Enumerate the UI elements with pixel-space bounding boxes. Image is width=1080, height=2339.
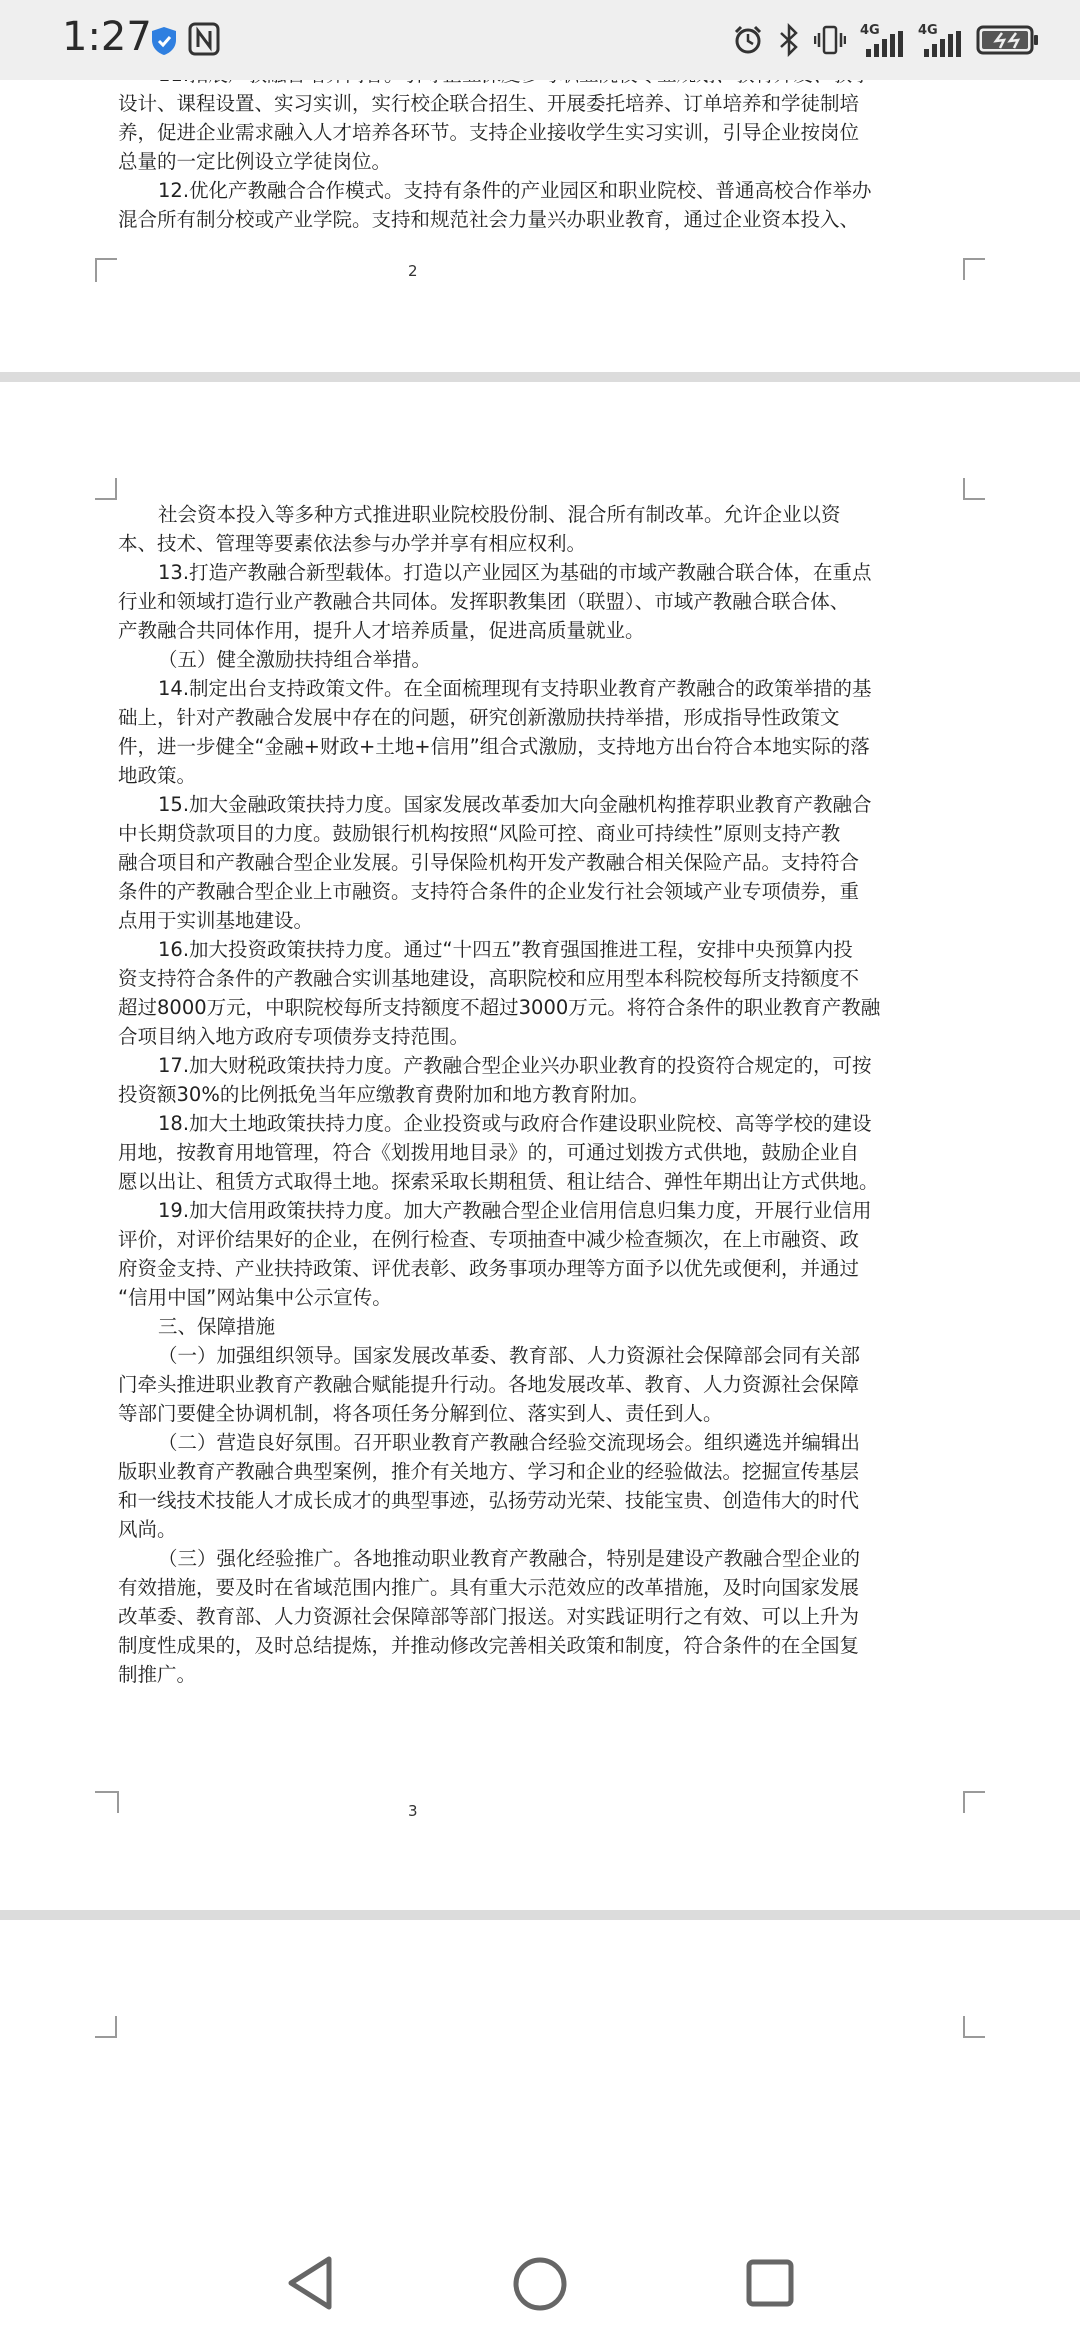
text-line: “信用中国”网站集中公示宣传。 [118, 1286, 392, 1309]
page-number: 2 [408, 262, 418, 280]
text-line: 制推广。 [118, 1663, 197, 1686]
text-line: 18.加大土地政策扶持力度。企业投资或与政府合作建设职业院校、高等学校的建设 [158, 1112, 872, 1135]
page-corner-mark [95, 478, 117, 500]
page-corner-mark [95, 2016, 117, 2038]
text-line: 改革委、教育部、人力资源社会保障部等部门报送。对实践证明行之有效、可以上升为 [118, 1605, 860, 1628]
text-line: （三）强化经验推广。各地推动职业教育产教融合，特别是建设产教融合型企业的 [158, 1547, 861, 1570]
text-line: 愿以出让、租赁方式取得土地。探索采取长期租赁、租让结合、弹性年期出让方式供地。 [118, 1170, 879, 1193]
text-line: 15.加大金融政策扶持力度。国家发展改革委加大向金融机构推荐职业教育产教融合 [158, 793, 872, 816]
text-line: 融合项目和产教融合型企业发展。引导保险机构开发产教融合相关保险产品。支持符合 [118, 851, 860, 874]
page-number: 3 [408, 1802, 418, 1820]
page-corner-mark [963, 478, 985, 500]
shield-icon [150, 26, 178, 56]
text-line: 设计、课程设置、实习实训，实行校企联合招生、开展委托培养、订单培养和学徒制培 [118, 92, 860, 115]
text-line: 件，进一步健全“金融+财政+土地+信用”组合式激励，支持地方出台符合本地实际的落 [118, 735, 870, 758]
text-line: 混合所有制分校或产业学院。支持和规范社会力量兴办职业教育，通过企业资本投入、 [118, 208, 860, 231]
page-corner-mark [963, 258, 985, 260]
text-line: 条件的产教融合型企业上市融资。支持符合条件的企业发行社会领域产业专项债券，重 [118, 880, 860, 903]
text-line: 点用于实训基地建设。 [118, 909, 314, 932]
text-line: 投资额30%的比例抵免当年应缴教育费附加和地方教育附加。 [118, 1083, 649, 1106]
text-line: 等部门要健全协调机制，将各项任务分解到位、落实到人、责任到人。 [118, 1402, 723, 1425]
text-line: 社会资本投入等多种方式推进职业院校股份制、混合所有制改革。允许企业以资 [158, 503, 841, 526]
text-line: 用地，按教育用地管理，符合《划拨用地目录》的，可通过划拨方式供地，鼓励企业自 [118, 1141, 860, 1164]
page-corner-mark [963, 2016, 985, 2038]
page-corner-mark [95, 1791, 117, 1793]
back-icon[interactable] [285, 2255, 335, 2311]
text-line: 13.打造产教融合新型载体。打造以产业园区为基础的市域产教融合联合体，在重点 [158, 561, 872, 584]
text-line: 和一线技术技能人才成长成才的典型事迹，弘扬劳动光荣、技能宝贵、创造伟大的时代 [118, 1489, 860, 1512]
text-line: 制度性成果的，及时总结提炼，并推动修改完善相关政策和制度，符合条件的在全国复 [118, 1634, 860, 1657]
text-line: 17.加大财税政策扶持力度。产教融合型企业兴办职业教育的投资符合规定的，可按 [158, 1054, 872, 1077]
text-line: 产教融合共同体作用，提升人才培养质量，促进高质量就业。 [118, 619, 645, 642]
page-corner-mark [117, 1791, 119, 1813]
vibrate-icon [814, 23, 846, 57]
status-time: 1:27 [62, 14, 152, 60]
recents-icon[interactable] [745, 2258, 795, 2308]
battery-icon [976, 24, 1040, 56]
navigation-bar [0, 2230, 1080, 2339]
section-heading: （五）健全激励扶持组合举措。 [158, 648, 432, 671]
status-bar [0, 0, 1080, 80]
text-line: 府资金支持、产业扶持政策、评优表彰、政务事项办理等方面予以优先或便利，并通过 [118, 1257, 860, 1280]
page-corner-mark [963, 258, 965, 280]
text-line: （一）加强组织领导。国家发展改革委、教育部、人力资源社会保障部会同有关部 [158, 1344, 861, 1367]
page-corner-mark [95, 258, 117, 260]
bluetooth-icon [778, 23, 800, 57]
page-separator [0, 372, 1080, 382]
text-line: 合项目纳入地方政府专项债券支持范围。 [118, 1025, 470, 1048]
text-line: 总量的一定比例设立学徒岗位。 [118, 150, 392, 173]
text-line: 资支持符合条件的产教融合实训基地建设，高职院校和应用型本科院校每所支持额度不 [118, 967, 860, 990]
home-icon[interactable] [512, 2256, 568, 2312]
network-type-1: 4G [860, 23, 880, 38]
page-separator [0, 1910, 1080, 1920]
text-line: 风尚。 [118, 1518, 177, 1541]
text-line: 超过8000万元，中职院校每所支持额度不超过3000万元。将符合条件的职业教育产教融 [118, 996, 881, 1019]
network-type-2: 4G [918, 23, 938, 38]
nfc-icon [188, 22, 220, 56]
text-line: 评价，对评价结果好的企业，在例行检查、专项抽查中减少检查频次，在上市融资、政 [118, 1228, 860, 1251]
text-line: 养，促进企业需求融入人才培养各环节。支持企业接收学生实习实训，引导企业按岗位 [118, 121, 860, 144]
text-line: 本、技术、管理等要素依法参与办学并享有相应权利。 [118, 532, 587, 555]
text-line: 础上，针对产教融合发展中存在的问题，研究创新激励扶持举措，形成指导性政策文 [118, 706, 840, 729]
text-line: 地政策。 [118, 764, 197, 787]
section-heading: 三、保障措施 [158, 1315, 276, 1338]
signal-2 [918, 23, 962, 57]
page-2-text [118, 60, 963, 234]
text-line: 16.加大投资政策扶持力度。通过“十四五”教育强国推进工程，安排中央预算内投 [158, 938, 853, 961]
signal-bars-icon [866, 31, 904, 57]
text-line: 门牵头推进职业教育产教融合赋能提升行动。各地发展改革、教育、人力资源社会保障 [118, 1373, 860, 1396]
text-line: 有效措施，要及时在省域范围内推广。具有重大示范效应的改革措施，及时向国家发展 [118, 1576, 860, 1599]
page-3-text [118, 500, 963, 1689]
text-line: 12.优化产教融合合作模式。支持有条件的产业园区和职业院校、普通高校合作举办 [158, 179, 872, 202]
text-line: 19.加大信用政策扶持力度。加大产教融合型企业信用信息归集力度，开展行业信用 [158, 1199, 872, 1222]
alarm-icon [732, 24, 764, 56]
page-corner-mark [963, 1791, 985, 1793]
signal-1 [860, 23, 904, 57]
page-corner-mark [963, 1791, 965, 1813]
signal-bars-icon [924, 31, 962, 57]
text-line: 14.制定出台支持政策文件。在全面梳理现有支持职业教育产教融合的政策举措的基 [158, 677, 872, 700]
text-line: （二）营造良好氛围。召开职业教育产教融合经验交流现场会。组织遴选并编辑出 [158, 1431, 861, 1454]
text-line: 中长期贷款项目的力度。鼓励银行机构按照“风险可控、商业可持续性”原则支持产教 [118, 822, 841, 845]
text-line: 版职业教育产教融合典型案例，推介有关地方、学习和企业的经验做法。挖掘宣传基层 [118, 1460, 860, 1483]
page-corner-mark [95, 258, 97, 282]
text-line: 行业和领域打造行业产教融合共同体。发挥职教集团（联盟）、市域产教融合联合体、 [118, 590, 850, 613]
